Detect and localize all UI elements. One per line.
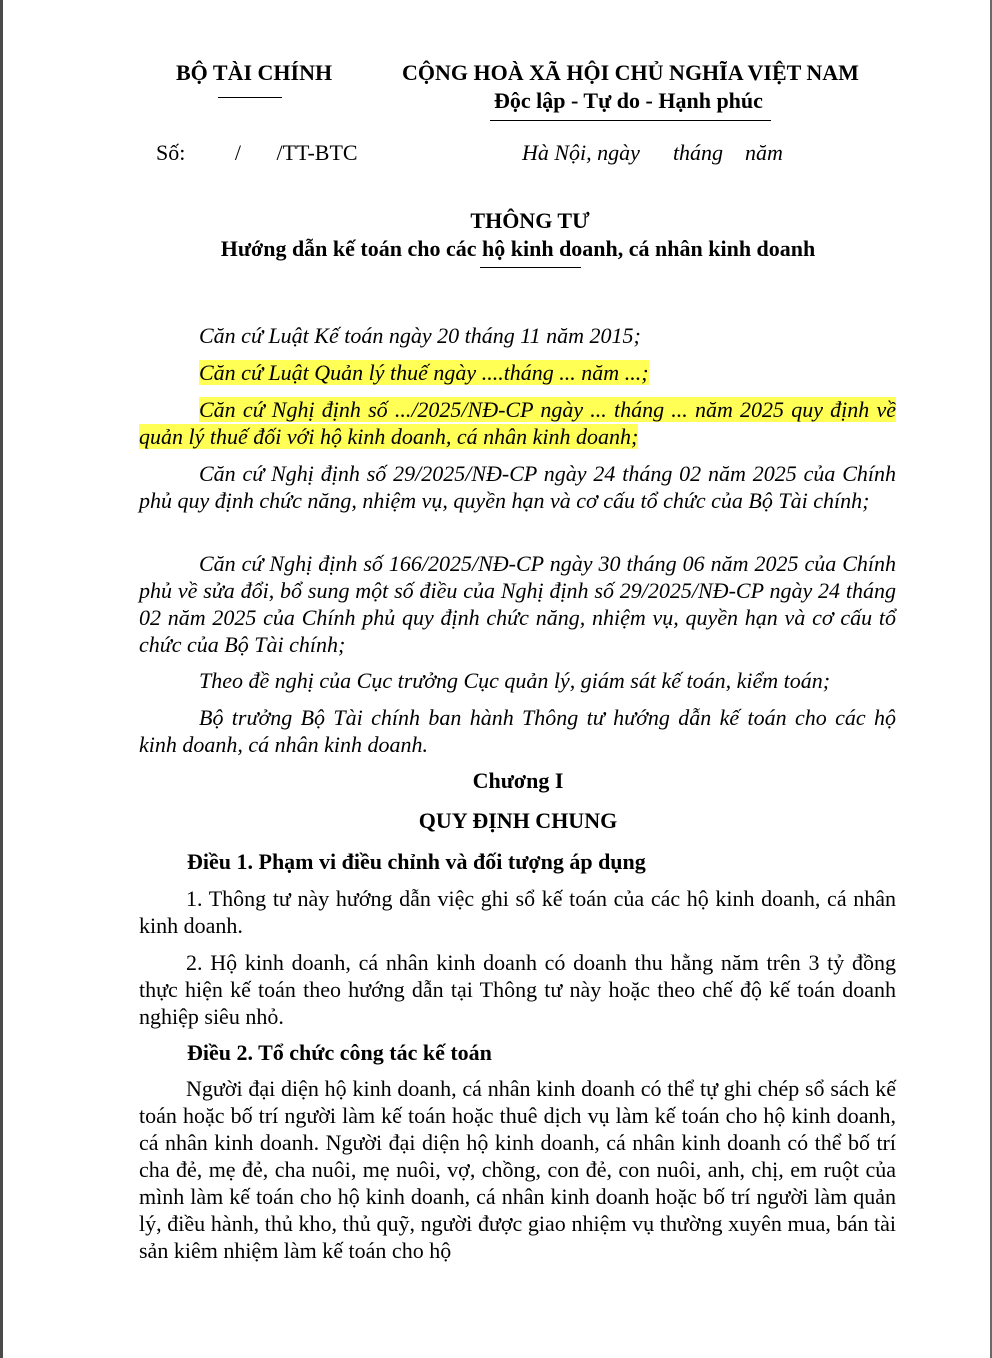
- article-1-heading: Điều 1. Phạm vi điều chỉnh và đối tượng áp dụng: [187, 849, 646, 874]
- preamble-3-text: Căn cứ Nghị định số .../2025/NĐ-CP ngày ... tháng ... năm 2025 quy định về quản lý thuế đối với hộ kinh doanh, cá nhân kinh doanh;: [139, 397, 896, 449]
- motto-underline: [490, 120, 771, 121]
- number-slash: /: [234, 140, 241, 165]
- title-underline: [480, 267, 581, 268]
- preamble-7: Bộ trưởng Bộ Tài chính ban hành Thông tư hướng dẫn kế toán cho các hộ kinh doanh, cá nhân kinh doanh.: [139, 705, 896, 757]
- number-suffix: /TT-BTC: [276, 140, 358, 165]
- preamble-2-text: Căn cứ Luật Quản lý thuế ngày ....tháng ... năm ...;: [199, 360, 649, 385]
- article-1-clause-1: 1. Thông tư này hướng dẫn việc ghi sổ kế toán của các hộ kinh doanh, cá nhân kinh doanh.: [139, 886, 896, 938]
- preamble-2: [139, 359, 896, 386]
- article-2-body: Người đại diện hộ kinh doanh, cá nhân kinh doanh có thể tự ghi chép sổ sách kế toán hoặc bố trí người làm kế toán hoặc thuê dịch vụ làm kế toán cho hộ kinh doanh, cá nhân kinh doanh. Người đại diện hộ kinh doanh, cá nhân kinh doanh có thể bố trí cha đẻ, mẹ đẻ, cha nuôi, mẹ nuôi, vợ, chồng, con đẻ, con nuôi, anh, chị, em ruột của mình làm kế toán cho hộ kinh doanh, cá nhân kinh doanh hoặc bố trí người làm quản lý, điều hành, thủ kho, thủ quỹ, người được giao nhiệm vụ thường xuyên mua, bán tài sản kiêm nhiệm làm kế toán cho hộ: [139, 1076, 896, 1263]
- preamble-4: Căn cứ Nghị định số 29/2025/NĐ-CP ngày 24 tháng 02 năm 2025 của Chính phủ quy định chức năng, nhiệm vụ, quyền hạn và cơ cấu tổ chức của Bộ Tài chính;: [139, 461, 896, 513]
- document-type: THÔNG TƯ: [470, 208, 590, 233]
- preamble-5: Căn cứ Nghị định số 166/2025/NĐ-CP ngày 30 tháng 06 năm 2025 của Chính phủ về sửa đổi, bổ sung một số điều của Nghị định số 29/2025/NĐ-CP ngày 24 tháng 02 năm 2025 của Chính phủ quy định chức năng, nhiệm vụ, quyền hạn và cơ cấu tổ chức của Bộ Tài chính;: [139, 551, 896, 657]
- country-name: CỘNG HOÀ XÃ HỘI CHỦ NGHĨA VIỆT NAM: [402, 60, 859, 85]
- document-title: Hướng dẫn kế toán cho các hộ kinh doanh, cá nhân kinh doanh: [220, 236, 816, 261]
- number-label: Số:: [156, 140, 186, 165]
- article-1-clause-2: 2. Hộ kinh doanh, cá nhân kinh doanh có doanh thu hằng năm trên 3 tỷ đồng thực hiện kế toán theo hướng dẫn tại Thông tư này hoặc theo chế độ kế toán doanh nghiệp siêu nhỏ.: [139, 950, 896, 1029]
- document-number: [156, 140, 358, 166]
- place-date: Hà Nội, ngày tháng năm: [522, 140, 783, 165]
- national-motto: Độc lập - Tự do - Hạnh phúc: [494, 88, 763, 113]
- article-2-heading: Điều 2. Tổ chức công tác kế toán: [187, 1040, 492, 1065]
- preamble-1: Căn cứ Luật Kế toán ngày 20 tháng 11 năm 2015;: [199, 323, 641, 348]
- preamble-6: Theo đề nghị của Cục trưởng Cục quản lý, giám sát kế toán, kiểm toán;: [199, 668, 831, 693]
- preamble-3: [139, 396, 896, 450]
- ministry-underline: [218, 97, 282, 98]
- chapter-number: Chương I: [472, 768, 564, 793]
- ministry-name: BỘ TÀI CHÍNH: [176, 60, 333, 85]
- chapter-name: QUY ĐỊNH CHUNG: [418, 808, 618, 833]
